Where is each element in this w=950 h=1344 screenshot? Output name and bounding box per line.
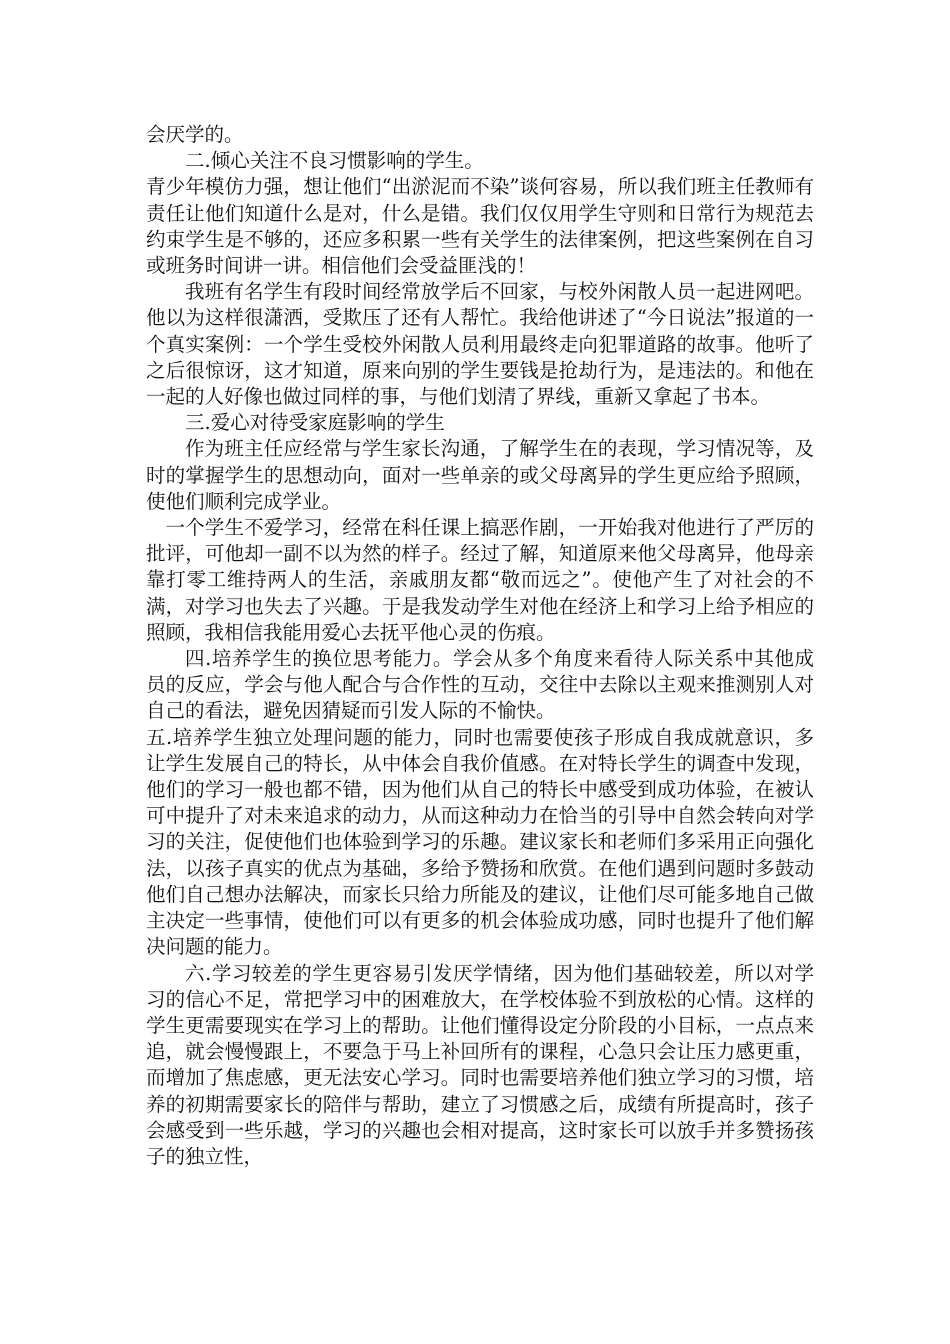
paragraph: 一个学生不爱学习，经常在科任课上搞恶作剧，一开始我对他进行了严厉的批评，可他却一副不以为然的样子。经过了解，知道原来他父母离异，他母亲靠打零工维持两人的生活，亲戚朋友都“敬而远之”。使他产生了对社会的不满，对学习也失去了兴趣。于是我发动学生对他在经济上和学习上给予相应的照顾，我相信我能用爱心去抚平他心灵的伤痕。 [146, 516, 814, 644]
paragraph: 青少年模仿力强，想让他们“出淤泥而不染”谈何容易，所以我们班主任教师有责任让他们知道什么是对，什么是错。我们仅仅用学生守则和日常行为规范去约束学生是不够的，还应多积累一些有关学生的法律案例，把这些案例在自习或班务时间讲一讲。相信他们会受益匪浅的！ [146, 175, 814, 278]
section-paragraph-5: 五.培养学生独立处理问题的能力，同时也需要使孩子形成自我成就意识，多让学生发展自己的特长，从中体会自我价值感。在对特长学生的调查中发现，他们的学习一般也都不错，因为他们从自己的特长中感受到成功体验，在被认可中提升了对未来追求的动力，从而这种动力在恰当的引导中自然会转向对学习的关注，促使他们也体验到学习的乐趣。建议家长和老师们多采用正向强化法，以孩子真实的优点为基础，多给予赞扬和欣赏。在他们遇到问题时多鼓动他们自己想办法解决，而家长只给力所能及的建议，让他们尽可能多地自己做主决定一些事情，使他们可以有更多的机会体验成功感，同时也提升了他们解决问题的能力。 [146, 725, 814, 959]
paragraph-continuation: 会厌学的。 [146, 123, 244, 146]
section-heading-3: 三.爱心对待受家庭影响的学生 [185, 411, 445, 435]
section-heading-2: 二.倾心关注不良习惯影响的学生。 [185, 149, 484, 173]
document-page [146, 122, 814, 1170]
paragraph: 作为班主任应经常与学生家长沟通，了解学生在的表现，学习情况等，及时的掌握学生的思想动向，面对一些单亲的或父母离异的学生更应给予照顾，使他们顺利完成学业。 [146, 437, 814, 513]
paragraph: 我班有名学生有段时间经常放学后不回家，与校外闲散人员一起进网吧。他以为这样很潇洒，受欺压了还有人帮忙。我给他讲述了“今日说法”报道的一个真实案例：一个学生受校外闲散人员利用最终走向犯罪道路的故事。他听了之后很惊讶，这才知道，原来向别的学生要钱是抢劫行为，是违法的。和他在一起的人好像也做过同样的事，与他们划清了界线，重新又拿起了书本。 [146, 280, 814, 409]
section-paragraph-4: 四.培养学生的换位思考能力。学会从多个角度来看待人际关系中其他成员的反应，学会与他人配合与合作性的互动，交往中去除以主观来推测别人对自己的看法，避免因猜疑而引发人际的不愉快。 [146, 647, 814, 723]
section-paragraph-6: 六.学习较差的学生更容易引发厌学情绪，因为他们基础较差，所以对学习的信心不足，常把学习中的困难放大，在学校体验不到放松的心情。这样的学生更需要现实在学习上的帮助。让他们懂得设定分阶段的小目标，一点点来追，就会慢慢跟上，不要急于马上补回所有的课程，心急只会让压力感更重，而增加了焦虑感，更无法安心学习。同时也需要培养他们独立学习的习惯，培养的初期需要家长的陪伴与帮助，建立了习惯感之后，成绩有所提高时，孩子会感受到一些乐越，学习的兴趣也会相对提高，这时家长可以放手并多赞扬孩子的独立性， [146, 961, 814, 1168]
